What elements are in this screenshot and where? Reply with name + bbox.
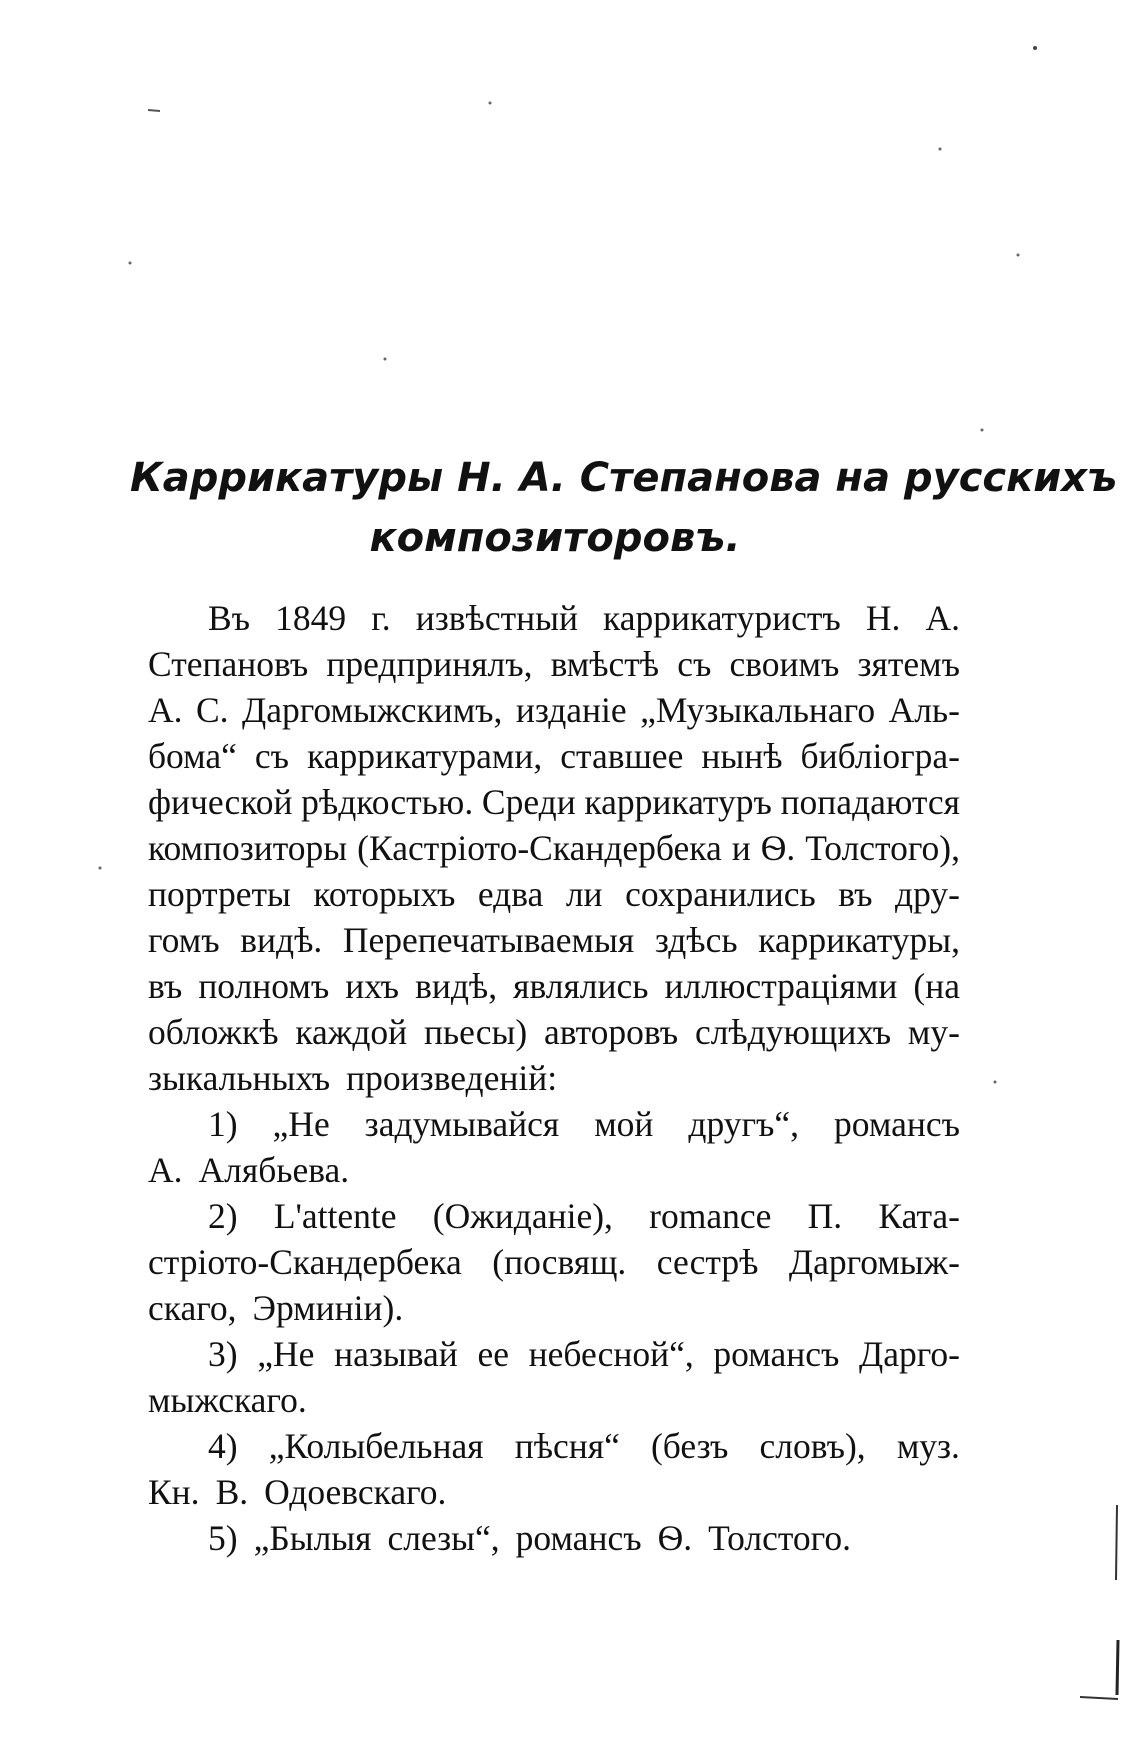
text-line [148,1331,960,1377]
word: (на [913,966,960,1006]
word: муз. [896,1426,960,1466]
word: П. [807,1196,843,1236]
word: гомъ [148,920,220,960]
word: „Музыкальнаго [640,690,876,730]
word: В. [215,1472,249,1512]
word: Ѳ. [657,1518,693,1558]
word: 4) [208,1426,238,1466]
title-line-2: композиторовъ. [369,515,741,561]
word: сохранились [625,874,816,914]
word: Алябьева. [198,1150,350,1190]
word: изданіе [515,690,627,730]
word: скаго, [148,1288,237,1328]
text-line [148,641,960,687]
word: едва [477,874,544,914]
word: романсъ [713,1334,840,1374]
word: видѣ, [415,966,498,1006]
word: „Былыя [253,1518,372,1558]
word: небесной“, [528,1334,694,1374]
word: стріото-Скандербека [148,1242,462,1282]
word: (посвящ. [492,1242,627,1282]
word: обложкѣ [148,1012,279,1052]
word: задумывайся [364,1104,560,1144]
text-line [148,1239,960,1285]
word: композиторы [148,828,348,868]
word: авторовъ [543,1012,679,1052]
word: L'attente [273,1196,397,1236]
text-line [148,1377,960,1423]
word: Дарго- [859,1334,960,1374]
word: своимъ [729,644,840,684]
word: попадаются [780,782,960,822]
word: Степановъ [148,644,309,684]
word: 1849 [275,598,347,638]
text-line [148,1469,960,1515]
word: въ [148,966,183,1006]
word: каррикатуристъ [603,598,841,638]
word: дру- [895,874,960,914]
word: Ката- [878,1196,960,1236]
word: каждой [295,1012,408,1052]
word: мыжскаго. [148,1380,307,1420]
word: (безъ [650,1426,729,1466]
word: и [731,828,751,868]
title-line-1: Каррикатуры Н. А. Степанова на русскихъ [130,455,1118,501]
text-line [148,595,960,641]
word: С. [195,690,229,730]
text-line [148,1147,960,1193]
word: ихъ [345,966,400,1006]
word: А. [925,598,960,638]
word: пьесы) [423,1012,528,1052]
word: каррикатурами, [307,736,543,776]
text-line [148,1423,960,1469]
word: здѣсь [654,920,738,960]
word: зыкальныхъ [148,1058,331,1098]
word: Аль- [888,690,960,730]
word: Въ [208,598,251,638]
word: 2) [208,1196,238,1236]
word: ее [477,1334,509,1374]
word: романсъ [515,1518,642,1558]
word: полномъ [198,966,330,1006]
word: произведеній: [346,1058,558,1098]
text-line [148,871,960,917]
word: предпринялъ, [326,644,533,684]
text-line [148,1515,960,1561]
word: г. [371,598,391,638]
text-line [148,1193,960,1239]
word: портреты [148,874,291,914]
word: romance [649,1196,772,1236]
word: 1) [208,1104,238,1144]
word: Среди [481,782,576,822]
word: Даргомыжскимъ, [242,690,503,730]
word: съ [677,644,712,684]
word: сестрѣ [656,1242,759,1282]
word: которыхъ [313,874,456,914]
text-line [148,1009,960,1055]
word: Перепечатываемыя [342,920,635,960]
word: Толстого), [805,828,960,868]
text-line [148,1285,960,1331]
article-title [130,448,1118,568]
word: (Ожиданіе), [432,1196,613,1236]
word: фической [148,782,293,822]
word: иллюстраціями [664,966,898,1006]
word: Н. [865,598,901,638]
text-line [148,779,960,825]
word: называй [334,1334,458,1374]
word: слѣдующихъ [694,1012,892,1052]
word: мой [594,1104,654,1144]
article-body [148,595,960,1561]
word: „Не [272,1104,330,1144]
text-line [148,963,960,1009]
text-line [148,687,960,733]
word: каррикатуры, [758,920,960,960]
word: каррикатуръ [584,782,772,822]
word: рѣдкостью. [301,782,474,822]
text-line [148,733,960,779]
word: съ [254,736,290,776]
word: Кн. [148,1472,200,1512]
word: другъ“, [688,1104,800,1144]
word: являлись [513,966,649,1006]
word: въ [838,874,873,914]
word: Эрминіи). [252,1288,404,1328]
word: „Не [257,1334,315,1374]
word: ставшее [560,736,684,776]
word: нынѣ [701,736,783,776]
word: Ѳ. [760,828,796,868]
text-line [148,917,960,963]
word: 3) [208,1334,238,1374]
word: библіогра- [800,736,960,776]
word: бома“ [148,736,237,776]
text-line [148,1055,960,1101]
word: видѣ. [240,920,323,960]
word: зятемъ [857,644,960,684]
word: А. [148,1150,183,1190]
text-line [148,1101,960,1147]
word: пѣсня“ [514,1426,620,1466]
word: „Колыбельная [268,1426,484,1466]
word: Одоевскаго. [264,1472,447,1512]
word: А. [148,690,183,730]
word: извѣстный [415,598,578,638]
text-line [148,825,960,871]
word: Даргомыж- [788,1242,960,1282]
word: Толстого. [708,1518,851,1558]
word: слезы“, [387,1518,500,1558]
word: словъ), [759,1426,866,1466]
word: (Кастріото-Скандербека [357,828,722,868]
word: 5) [208,1518,238,1558]
word: му- [907,1012,960,1052]
word: ли [565,874,603,914]
word: романсъ [834,1104,960,1144]
word: вмѣстѣ [550,644,660,684]
